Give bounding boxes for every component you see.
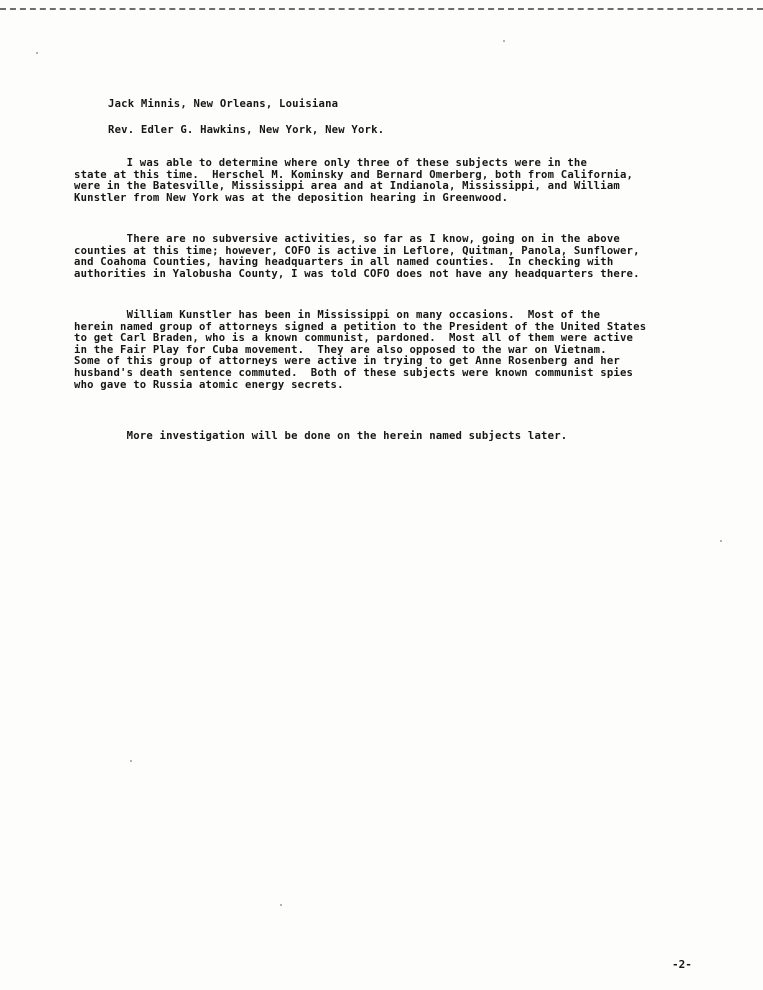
scan-speck — [130, 760, 132, 762]
paragraph-2 — [74, 234, 754, 280]
paragraph-line: Kunstler from New York was at the deposition hearing in Greenwood. — [74, 191, 509, 204]
paragraph-line: William Kunstler has been in Mississippi on many occasions. Most of the — [74, 309, 601, 321]
paragraph-3 — [74, 310, 754, 391]
paragraph-line: More investigation will be done on the herein named subjects later. — [74, 430, 568, 442]
page-number: -2- — [672, 958, 692, 971]
addressee-1: Jack Minnis, New Orleans, Louisiana — [108, 98, 339, 110]
paragraph-line: I was able to determine where only three of these subjects were in the — [74, 157, 588, 169]
scan-speck — [36, 52, 38, 54]
paragraph-line: and Coahoma Counties, having headquarters in all named counties. In checking with — [74, 256, 614, 269]
paragraph-line: herein named group of attorneys signed a petition to the President of the United States — [74, 320, 647, 333]
paragraph-line: to get Carl Braden, who is a known communist, pardoned. Most all of them were active — [74, 332, 634, 345]
scan-speck — [720, 540, 722, 542]
paragraph-line: who gave to Russia atomic energy secrets. — [74, 378, 344, 391]
paragraph-4 — [74, 431, 754, 443]
paragraph-1 — [74, 158, 754, 204]
paragraph-line: in the Fair Play for Cuba movement. They are also opposed to the war on Vietnam. — [74, 343, 607, 356]
scan-speck — [503, 40, 505, 42]
torn-top-edge — [0, 0, 763, 10]
paragraph-line: authorities in Yalobusha County, I was told COFO does not have any headquarters there. — [74, 267, 640, 280]
paragraph-line: state at this time. Herschel M. Kominsky and Bernard Omerberg, both from California, — [74, 168, 634, 181]
paragraph-line: husband's death sentence commuted. Both of these subjects were known communist spies — [74, 366, 634, 379]
paragraph-line: There are no subversive activities, so far as I know, going on in the above — [74, 233, 620, 245]
scan-speck — [280, 904, 282, 906]
paragraph-line: counties at this time; however, COFO is active in Leflore, Quitman, Panola, Sunflower, — [74, 244, 640, 257]
paragraph-line: were in the Batesville, Mississippi area and at Indianola, Mississippi, and William — [74, 180, 620, 193]
addressee-2: Rev. Edler G. Hawkins, New York, New York. — [108, 124, 385, 136]
paragraph-line: Some of this group of attorneys were active in trying to get Anne Rosenberg and her — [74, 355, 620, 368]
